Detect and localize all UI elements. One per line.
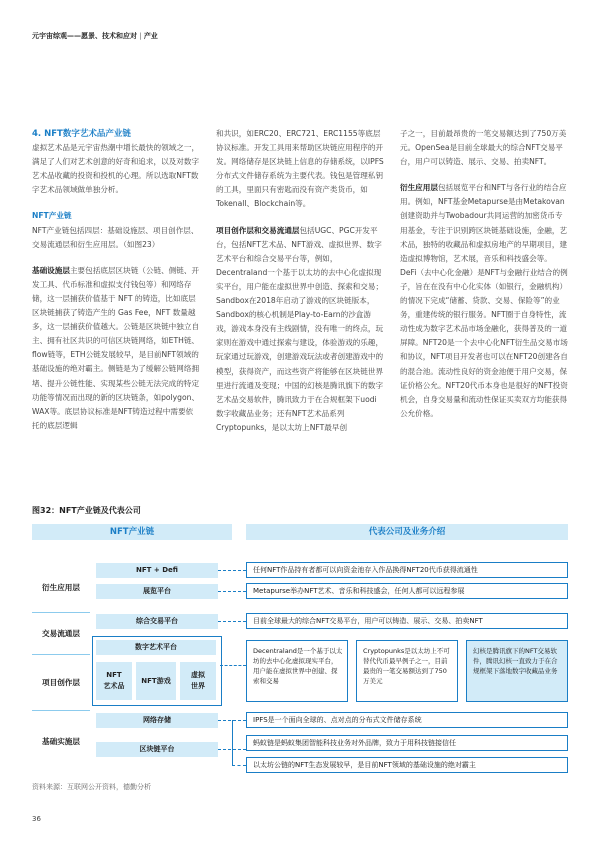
text-column-3	[400, 127, 568, 433]
figure-title: 图32：NFT产业链及代表公司	[32, 506, 141, 515]
creation-layer-lead: 项目创作层和交易流通层	[216, 225, 300, 235]
eth-desc: 以太坊公链的NFT生态发展较早，是目前NFT领域的基础设施的绝对霸主	[246, 757, 568, 773]
art-platform-box: 数字艺术平台	[96, 640, 216, 655]
exhibition-platform-box: 展览平台	[96, 584, 218, 599]
connector	[232, 765, 246, 766]
antchain-desc: 蚂蚁链是蚂蚁集团智能科技业务对外品牌，致力于用科技链接信任	[246, 735, 568, 751]
connector	[218, 570, 246, 571]
connector	[232, 720, 233, 765]
text-column-2	[216, 127, 384, 447]
decentraland-desc: Decentraland是一个基于以太坊的去中心化虚拟现实平台，用户能在虚拟世界中创建、探索和交易	[246, 640, 348, 702]
huanhe-desc: 幻核是腾讯旗下的NFT交易软件，腾讯幻核一直致力于在合规框架下落地数字收藏品业务	[466, 640, 568, 702]
page-number: 36	[32, 815, 41, 823]
derived-layer-lead: 衍生应用层	[400, 183, 438, 193]
layer-derived: 衍生应用层	[32, 562, 90, 613]
metapurse-desc: Metapurse举办NFT艺术、音乐和科技盛会，任何人都可以远程参展	[246, 583, 568, 599]
section-heading: 4. NFT数字艺术品产业链	[32, 129, 131, 139]
blockchain-platform-box: 区块链平台	[96, 742, 218, 757]
nft20-desc: 任何NFT作品持有者都可以向资金池存入作品换得NFT20代币获得流通性	[246, 562, 568, 578]
opensea-desc: 目前全球最大的综合NFT交易平台，用户可以铸造、展示、交易、拍卖NFT	[246, 613, 568, 629]
col3-paragraph-1: 子之一，目前最昂贵的一笔交易额达到了750万美元。OpenSea是目前全球最大的综合NFT交易平台，用户可以铸造、展示、交易、拍卖NFT。	[400, 129, 567, 167]
connector	[218, 591, 246, 592]
nft-game-box: NFT游戏	[136, 662, 176, 700]
tab-companies: 代表公司及业务介绍	[246, 524, 568, 540]
figure-source: 资料来源：互联网公开资料，德勤分析	[32, 783, 151, 791]
text-column-1	[32, 127, 200, 445]
exchange-platform-box: 综合交易平台	[96, 614, 218, 629]
nft-art-box: NFT 艺术品	[96, 662, 132, 700]
header-separator: |	[137, 32, 144, 40]
col2-paragraph-2: 包括UGC、PGC开发平台，包括NFT艺术品、NFT游戏、虚拟世界、数字艺术平台和综合交易平台等，例如，Decentraland一个基于以太坊的去中心化虚拟现实平台，用户能在虚拟世界中创造、探索和交易；Sandbox在2018年启动了游戏的区块链版本，Sandbox的核心机制是Play-to-Earn的沙盒游戏，游戏本身没有主线剧情，没有唯一的终点，玩家则在游戏中通过探索与建设，体验游戏的乐趣，玩家通过玩游戏，创建游戏玩法或者创建游戏中的模型，获得资产，而这些资产将能够在区块链世界里进行流通及变现；中国的幻核是腾讯旗下的数字艺术品交易软件，腾讯致力于在合规框架下uodi数字收藏品业务；还有NFT艺术品系列Cryptopunks，是以太坊上NFT最早创	[216, 225, 384, 432]
connector	[220, 665, 246, 666]
layer-trading: 交易流通层	[32, 612, 90, 655]
running-header	[32, 31, 158, 41]
ipfs-desc: IPFS是一个面向全球的、点对点的分布式文件储存系统	[246, 712, 568, 728]
layer-infrastructure: 基础实施层	[42, 736, 80, 746]
layer-creation: 项目创作层	[32, 654, 90, 711]
col1-paragraph-3: 主要包括底层区块链（公链、侧链、开发工具、代币标准和虚拟支付钱包等）和网络存储，这一层捕获价值基于 NFT 的铸造，比如底层区块链捕获了铸造产生的 Gas Fee，NFT 数量越多，这一层捕获价值越大。公链是区块链中独立自主、拥有社区共识的可信区块链网络，如ETH链、flow链等，ETH公链发展较早，是目前NFT领域的基础设施的绝对霸主。侧链是为了缓解公链网络拥堵、提升公链性能、实现某些公链无法完成的特定功能等情况而出现的新的区块链条，如polygon、WAX等。底层协议标准是NFT铸造过程中需要依托的底层逻辑	[32, 265, 200, 430]
cryptopunks-desc: Cryptopunks是以太坊上不可替代代币最早例子之一，目前最贵的一笔交易额达到了750万美元	[356, 640, 458, 702]
col1-paragraph-2: NFT产业链包括四层：基础设施层、项目创作层、交易流通层和衍生应用层。（如图23）	[32, 225, 199, 249]
tab-nft-chain: NFT产业链	[32, 524, 232, 540]
virtual-world-box: 虚拟 世界	[180, 662, 216, 700]
col1-paragraph-1: 虚拟艺术品是元宇宙热潮中增长最快的领域之一，满足了人们对艺术创意的好奇和追求，以及对数字艺术品收藏的投资和投机的心理。所以选取NFT数字艺术品领域做单独分析。	[32, 143, 200, 195]
nft-chain-heading: NFT产业链	[32, 211, 72, 221]
col2-paragraph-1: 和共识，如ERC20、ERC721、ERC1155等底层协议标准。开发工具用来帮助区块链应用程序的开发。网络储存是区块链上信息的存储系统，以IPFS分布式文件储存系统为主要代表。钱包是管理私钥的工具，里面只有密匙而没有资产类货币，如Tokenall、Blockchain等。	[216, 129, 384, 209]
connector	[218, 621, 246, 622]
nft-defi-box: NFT + Defi	[96, 563, 218, 578]
col3-paragraph-2: 包括展览平台和NFT与各行业的结合应用。例如，NFT基金Metapurse是由Metakovan创建资助并与Twobadour共同运营的加密货币专用基金，专注于识别跨区块链基础设施，金融，艺术品，独特的收藏品和虚拟房地产的早期项目，建造虚拟博物馆，艺术展，音乐和科技盛会等。DeFi（去中心化金融）是NFT与金融行业结合的例子，旨在在没有中心化实体（如银行，金融机构）的情况下完成“储蓄、贷款、交易、保险等”的业务，重建传统的银行服务。NFT圈于自身特性，流动性成为数字艺术品市场金融化，获得普及的一道屏障。NFT20是一个去中心化NFT衍生品交易市场和协议，NFT项目开发者也可以在NFT20创建各自的混合池。流动性良好的资金池便于用户交易，保证价格公允。NFT20代币本身也是很好的NFT投资机会，自身交易量和流动性保证买卖双方均能获得公允价格。	[400, 183, 568, 418]
network-storage-box: 网络存储	[96, 713, 218, 728]
base-layer-lead: 基础设施层	[32, 265, 70, 275]
header-section: 产业	[143, 32, 158, 40]
header-title: 元宇宙综观——愿景、技术和应对	[32, 32, 137, 40]
